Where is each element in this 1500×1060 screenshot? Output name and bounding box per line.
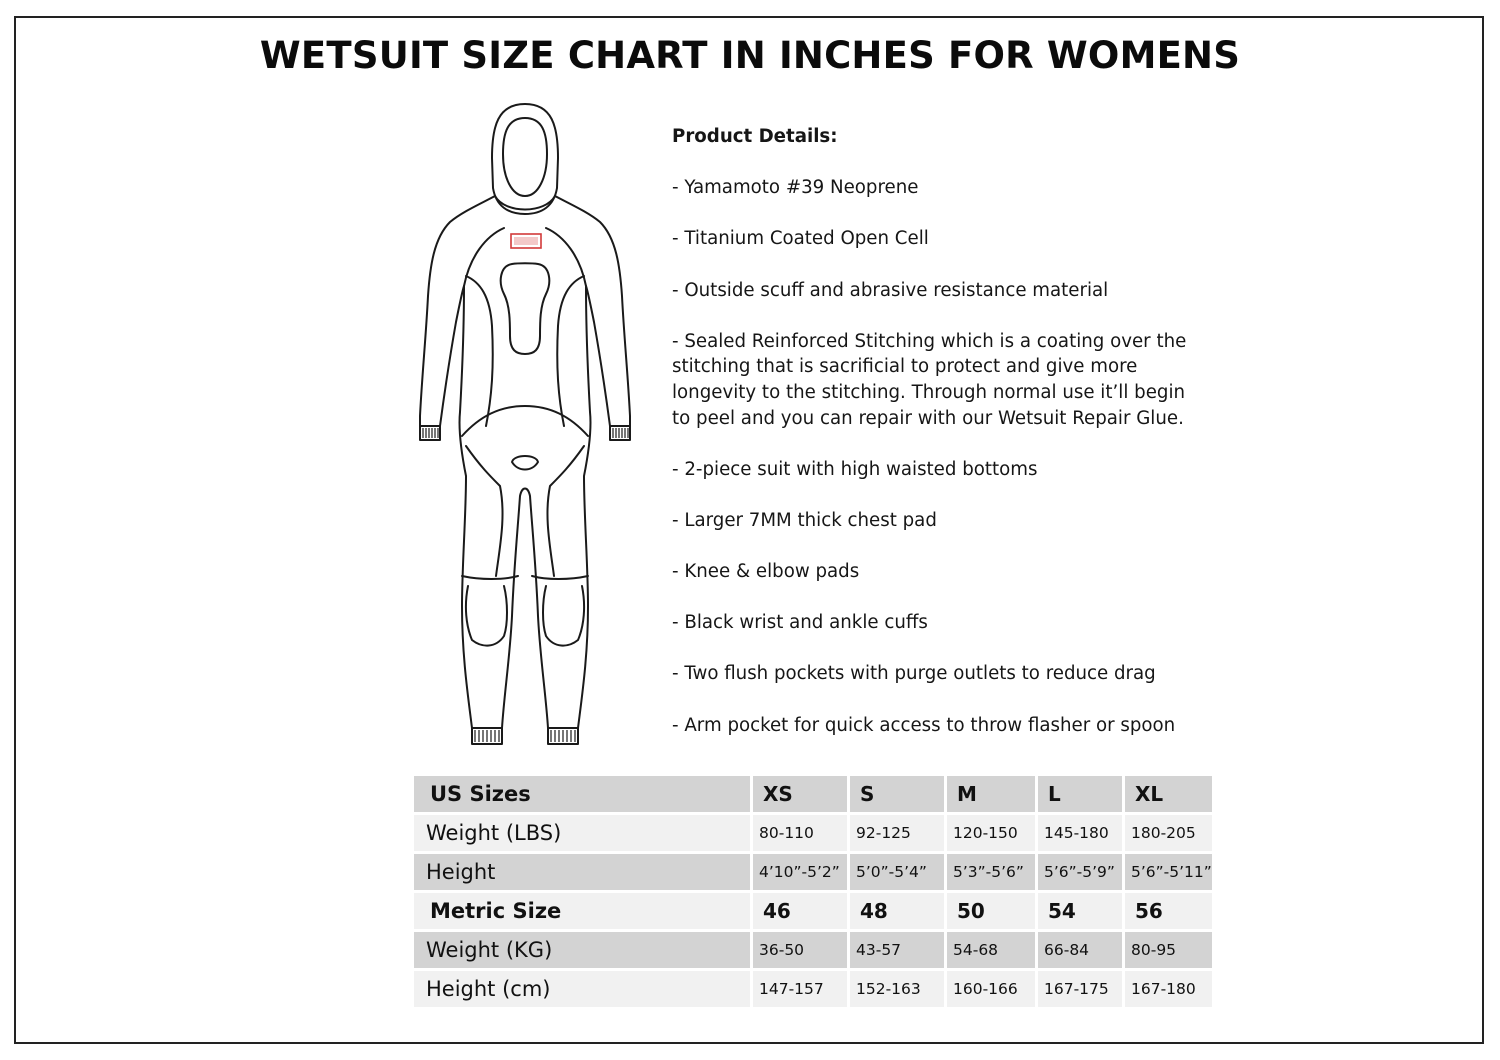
- table-cell: 80-95: [1122, 932, 1212, 968]
- detail-item: - Two flush pockets with purge outlets to reduce drag: [672, 663, 1156, 685]
- table-cell: 180-205: [1122, 815, 1212, 851]
- table-cell: 167-180: [1122, 971, 1212, 1007]
- table-cell: 92-125: [847, 815, 944, 851]
- table-cell: S: [847, 776, 944, 812]
- table-cell: 145-180: [1035, 815, 1122, 851]
- body-outline: [420, 196, 630, 728]
- table-cell: 120-150: [944, 815, 1035, 851]
- table-cell: L: [1035, 776, 1122, 812]
- wetsuit-illustration: [400, 96, 650, 756]
- detail-item: - Sealed Reinforced Stitching which is a coating over the stitching that is sacrificial to protect and give more longevity to the stitching. Through normal use it’ll begin to peel and you can repair with our Wetsuit Repair Glue.: [672, 330, 1187, 429]
- table-cell: 56: [1122, 893, 1212, 929]
- page-title: WETSUIT SIZE CHART IN INCHES FOR WOMENS: [259, 34, 1241, 77]
- left-knee-seam: [462, 576, 518, 579]
- table-cell: 50: [944, 893, 1035, 929]
- detail-item: - Black wrist and ankle cuffs: [672, 612, 928, 634]
- detail-item: - Yamamoto #39 Neoprene: [672, 177, 919, 199]
- detail-item: - Arm pocket for quick access to throw flasher or spoon: [672, 714, 1176, 736]
- table-cell: 80-110: [750, 815, 847, 851]
- table-cell: 5’0”-5’4”: [847, 854, 944, 890]
- row-label: Height: [414, 854, 750, 890]
- product-details: [672, 124, 1192, 738]
- table-cell: 5’6”-5’9”: [1035, 854, 1122, 890]
- right-ankle-ribbing: [551, 730, 575, 742]
- left-side-panel: [466, 276, 493, 426]
- face-opening: [503, 118, 547, 196]
- table-cell: 4’10”-5’2”: [750, 854, 847, 890]
- table-cell: 46: [750, 893, 847, 929]
- table-row-weight-kg: [414, 932, 1212, 968]
- table-row-us-sizes: [414, 776, 1212, 812]
- hood-outline: [492, 104, 558, 214]
- table-cell: XL: [1122, 776, 1212, 812]
- right-leg-panel: [547, 446, 584, 576]
- left-ankle-ribbing: [475, 730, 499, 742]
- table-cell: 54: [1035, 893, 1122, 929]
- table-cell: 36-50: [750, 932, 847, 968]
- table-cell: 160-166: [944, 971, 1035, 1007]
- right-side-panel: [557, 276, 584, 426]
- table-row-height-cm: [414, 971, 1212, 1007]
- chest-pad: [501, 263, 550, 354]
- table-cell: XS: [750, 776, 847, 812]
- table-cell: 48: [847, 893, 944, 929]
- left-knee-pad: [466, 586, 507, 646]
- detail-item: - Larger 7MM thick chest pad: [672, 509, 937, 531]
- table-cell: 66-84: [1035, 932, 1122, 968]
- table-cell: 43-57: [847, 932, 944, 968]
- size-chart-table: [414, 773, 1212, 1010]
- table-cell: 5’3”-5’6”: [944, 854, 1035, 890]
- row-label: Weight (KG): [414, 932, 750, 968]
- table-cell: 5’6”-5’11”: [1122, 854, 1212, 890]
- detail-item: - 2-piece suit with high waisted bottoms: [672, 458, 1038, 480]
- left-leg-panel: [466, 446, 503, 576]
- table-row-weight-lbs: [414, 815, 1212, 851]
- waist-seam: [462, 406, 588, 436]
- right-knee-pad: [543, 586, 584, 646]
- row-label: Height (cm): [414, 971, 750, 1007]
- detail-item: - Knee & elbow pads: [672, 561, 860, 583]
- table-cell: 152-163: [847, 971, 944, 1007]
- crotch-seam: [512, 456, 538, 470]
- detail-item: - Outside scuff and abrasive resistance material: [672, 279, 1109, 301]
- row-label: Weight (LBS): [414, 815, 750, 851]
- brand-logo-icon: [511, 234, 541, 248]
- row-label: US Sizes: [414, 776, 750, 812]
- row-label: Metric Size: [414, 893, 750, 929]
- table-cell: 54-68: [944, 932, 1035, 968]
- table-cell: M: [944, 776, 1035, 812]
- product-details-heading: Product Details:: [672, 126, 838, 147]
- table-cell: 147-157: [750, 971, 847, 1007]
- detail-item: - Titanium Coated Open Cell: [672, 228, 929, 250]
- table-cell: 167-175: [1035, 971, 1122, 1007]
- table-row-metric-size: [414, 893, 1212, 929]
- wetsuit-outline-drawing: [400, 96, 650, 756]
- table-row-height: [414, 854, 1212, 890]
- right-knee-seam: [532, 576, 588, 579]
